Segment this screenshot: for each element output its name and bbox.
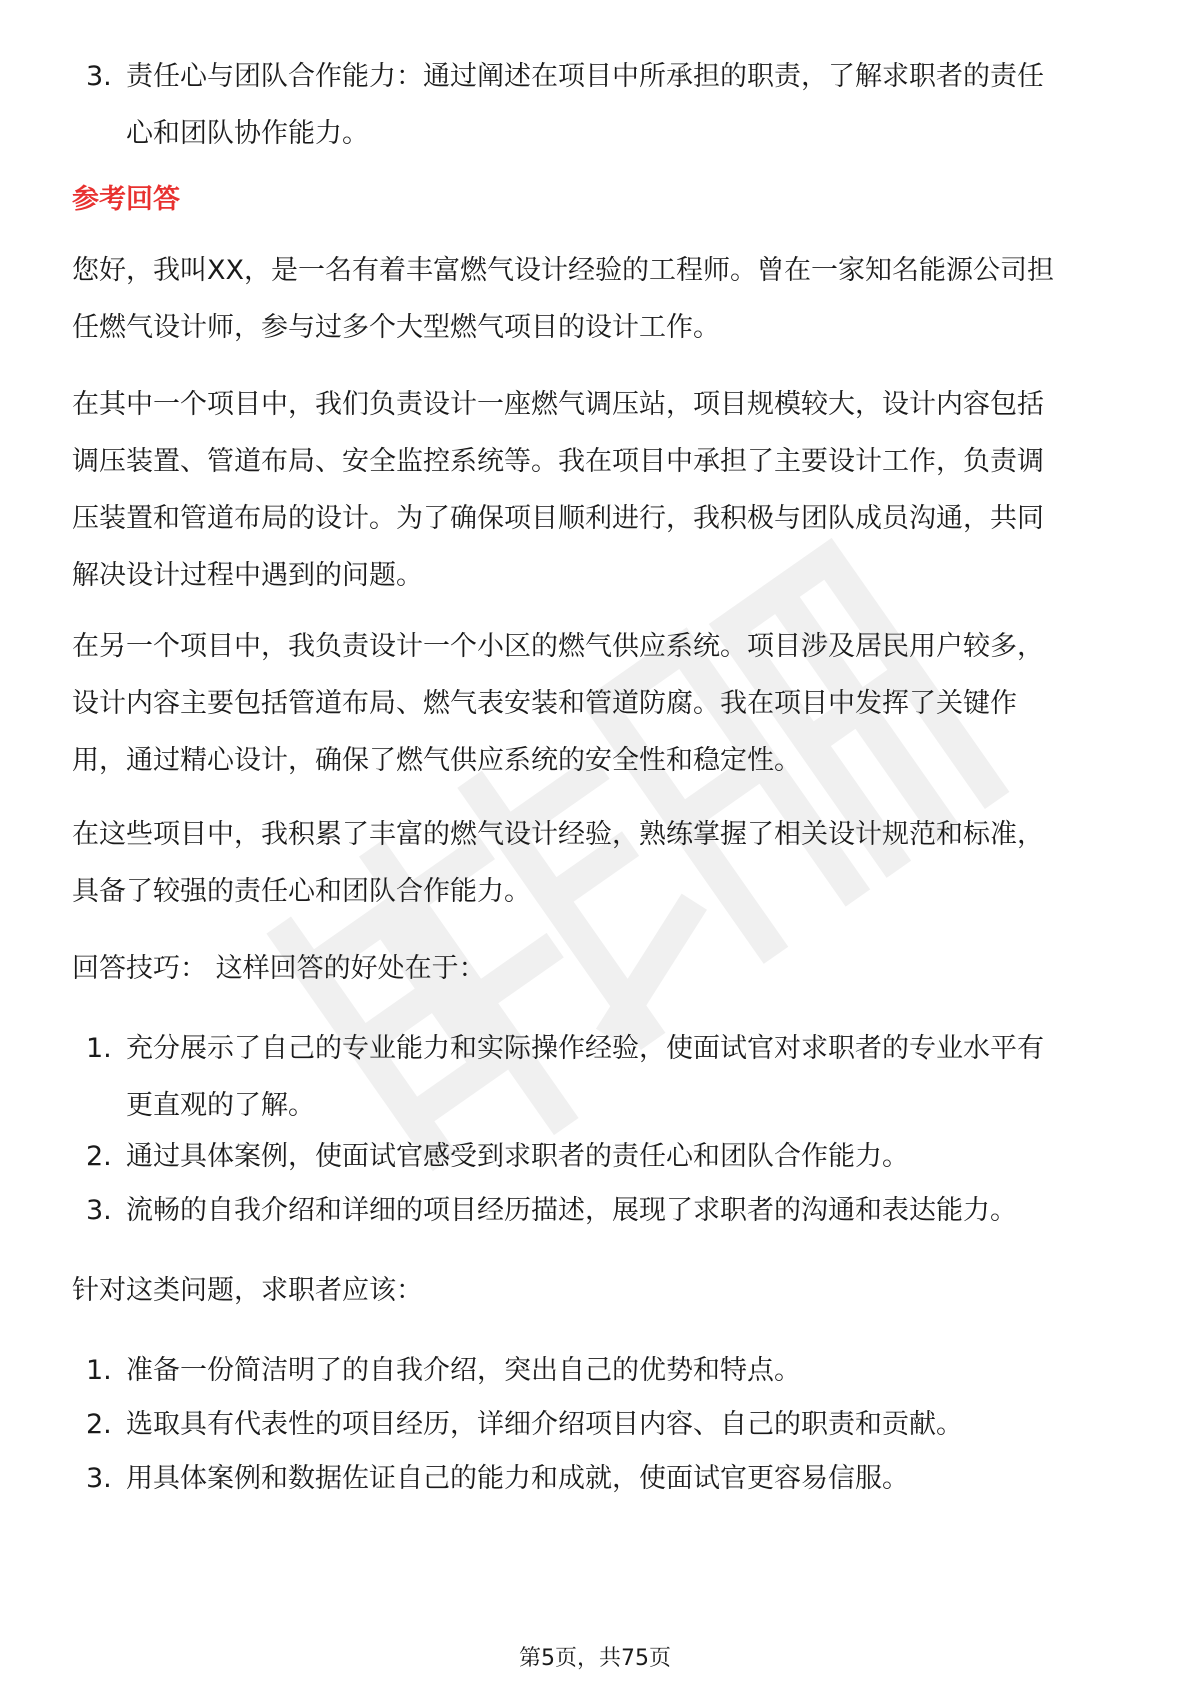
section-heading: 参考回答 xyxy=(72,184,180,215)
paragraph-line: 解决设计过程中遇到的问题。 xyxy=(72,560,423,591)
paragraph-line: 任燃气设计师，参与过多个大型燃气项目的设计工作。 xyxy=(72,312,720,343)
page-footer: 第5页，共75页 xyxy=(519,1646,671,1671)
list-text-line: 心和团队协作能力。 xyxy=(126,118,369,149)
list-text xyxy=(126,1020,1126,1134)
list-number: 3. xyxy=(86,1463,112,1494)
list-number: 2. xyxy=(86,1409,112,1440)
answer-paragraph xyxy=(72,618,1122,789)
list-text: 用具体案例和数据佐证自己的能力和成就，使面试官更容易信服。 xyxy=(126,1463,909,1494)
tips-intro: 回答技巧： 这样回答的好处在于： xyxy=(72,953,486,984)
list-text-line: 更直观的了解。 xyxy=(126,1090,315,1121)
list-text: 通过具体案例，使面试官感受到求职者的责任心和团队合作能力。 xyxy=(126,1141,909,1172)
list-text: 流畅的自我介绍和详细的项目经历描述，展现了求职者的沟通和表达能力。 xyxy=(126,1195,1017,1226)
list-number: 1. xyxy=(86,1355,112,1386)
list-text: 准备一份简洁明了的自我介绍，突出自己的优势和特点。 xyxy=(126,1355,801,1386)
list-number: 2. xyxy=(86,1141,112,1172)
list-number: 3. xyxy=(86,61,112,92)
paragraph-line: 在这些项目中，我积累了丰富的燃气设计经验，熟练掌握了相关设计规范和标准， xyxy=(72,819,1044,850)
paragraph-line: 用，通过精心设计，确保了燃气供应系统的安全性和稳定性。 xyxy=(72,745,801,776)
list-text-line: 责任心与团队合作能力：通过阐述在项目中所承担的职责，了解求职者的责任 xyxy=(126,61,1044,92)
paragraph-line: 调压装置、管道布局、安全监控系统等。我在项目中承担了主要设计工作，负责调 xyxy=(72,446,1044,477)
paragraph-line: 在其中一个项目中，我们负责设计一座燃气调压站，项目规模较大，设计内容包括 xyxy=(72,389,1044,420)
paragraph-line: 压装置和管道布局的设计。为了确保项目顺利进行，我积极与团队成员沟通，共同 xyxy=(72,503,1044,534)
paragraph-line: 在另一个项目中，我负责设计一个小区的燃气供应系统。项目涉及居民用户较多， xyxy=(72,631,1044,662)
paragraph-line: 设计内容主要包括管道布局、燃气表安装和管道防腐。我在项目中发挥了关键作 xyxy=(72,688,1017,719)
answer-paragraph xyxy=(72,806,1122,920)
list-text: 选取具有代表性的项目经历，详细介绍项目内容、自己的职责和贡献。 xyxy=(126,1409,963,1440)
answer-paragraph xyxy=(72,376,1122,604)
advice-intro: 针对这类问题，求职者应该： xyxy=(72,1275,423,1306)
paragraph-line: 具备了较强的责任心和团队合作能力。 xyxy=(72,876,531,907)
paragraph-line: 您好，我叫XX，是一名有着丰富燃气设计经验的工程师。曾在一家知名能源公司担 xyxy=(72,255,1054,286)
list-text xyxy=(126,48,1126,162)
list-text-line: 充分展示了自己的专业能力和实际操作经验，使面试官对求职者的专业水平有 xyxy=(126,1033,1044,1064)
list-number: 1. xyxy=(86,1033,112,1064)
list-number: 3. xyxy=(86,1195,112,1226)
answer-paragraph xyxy=(72,242,1122,356)
